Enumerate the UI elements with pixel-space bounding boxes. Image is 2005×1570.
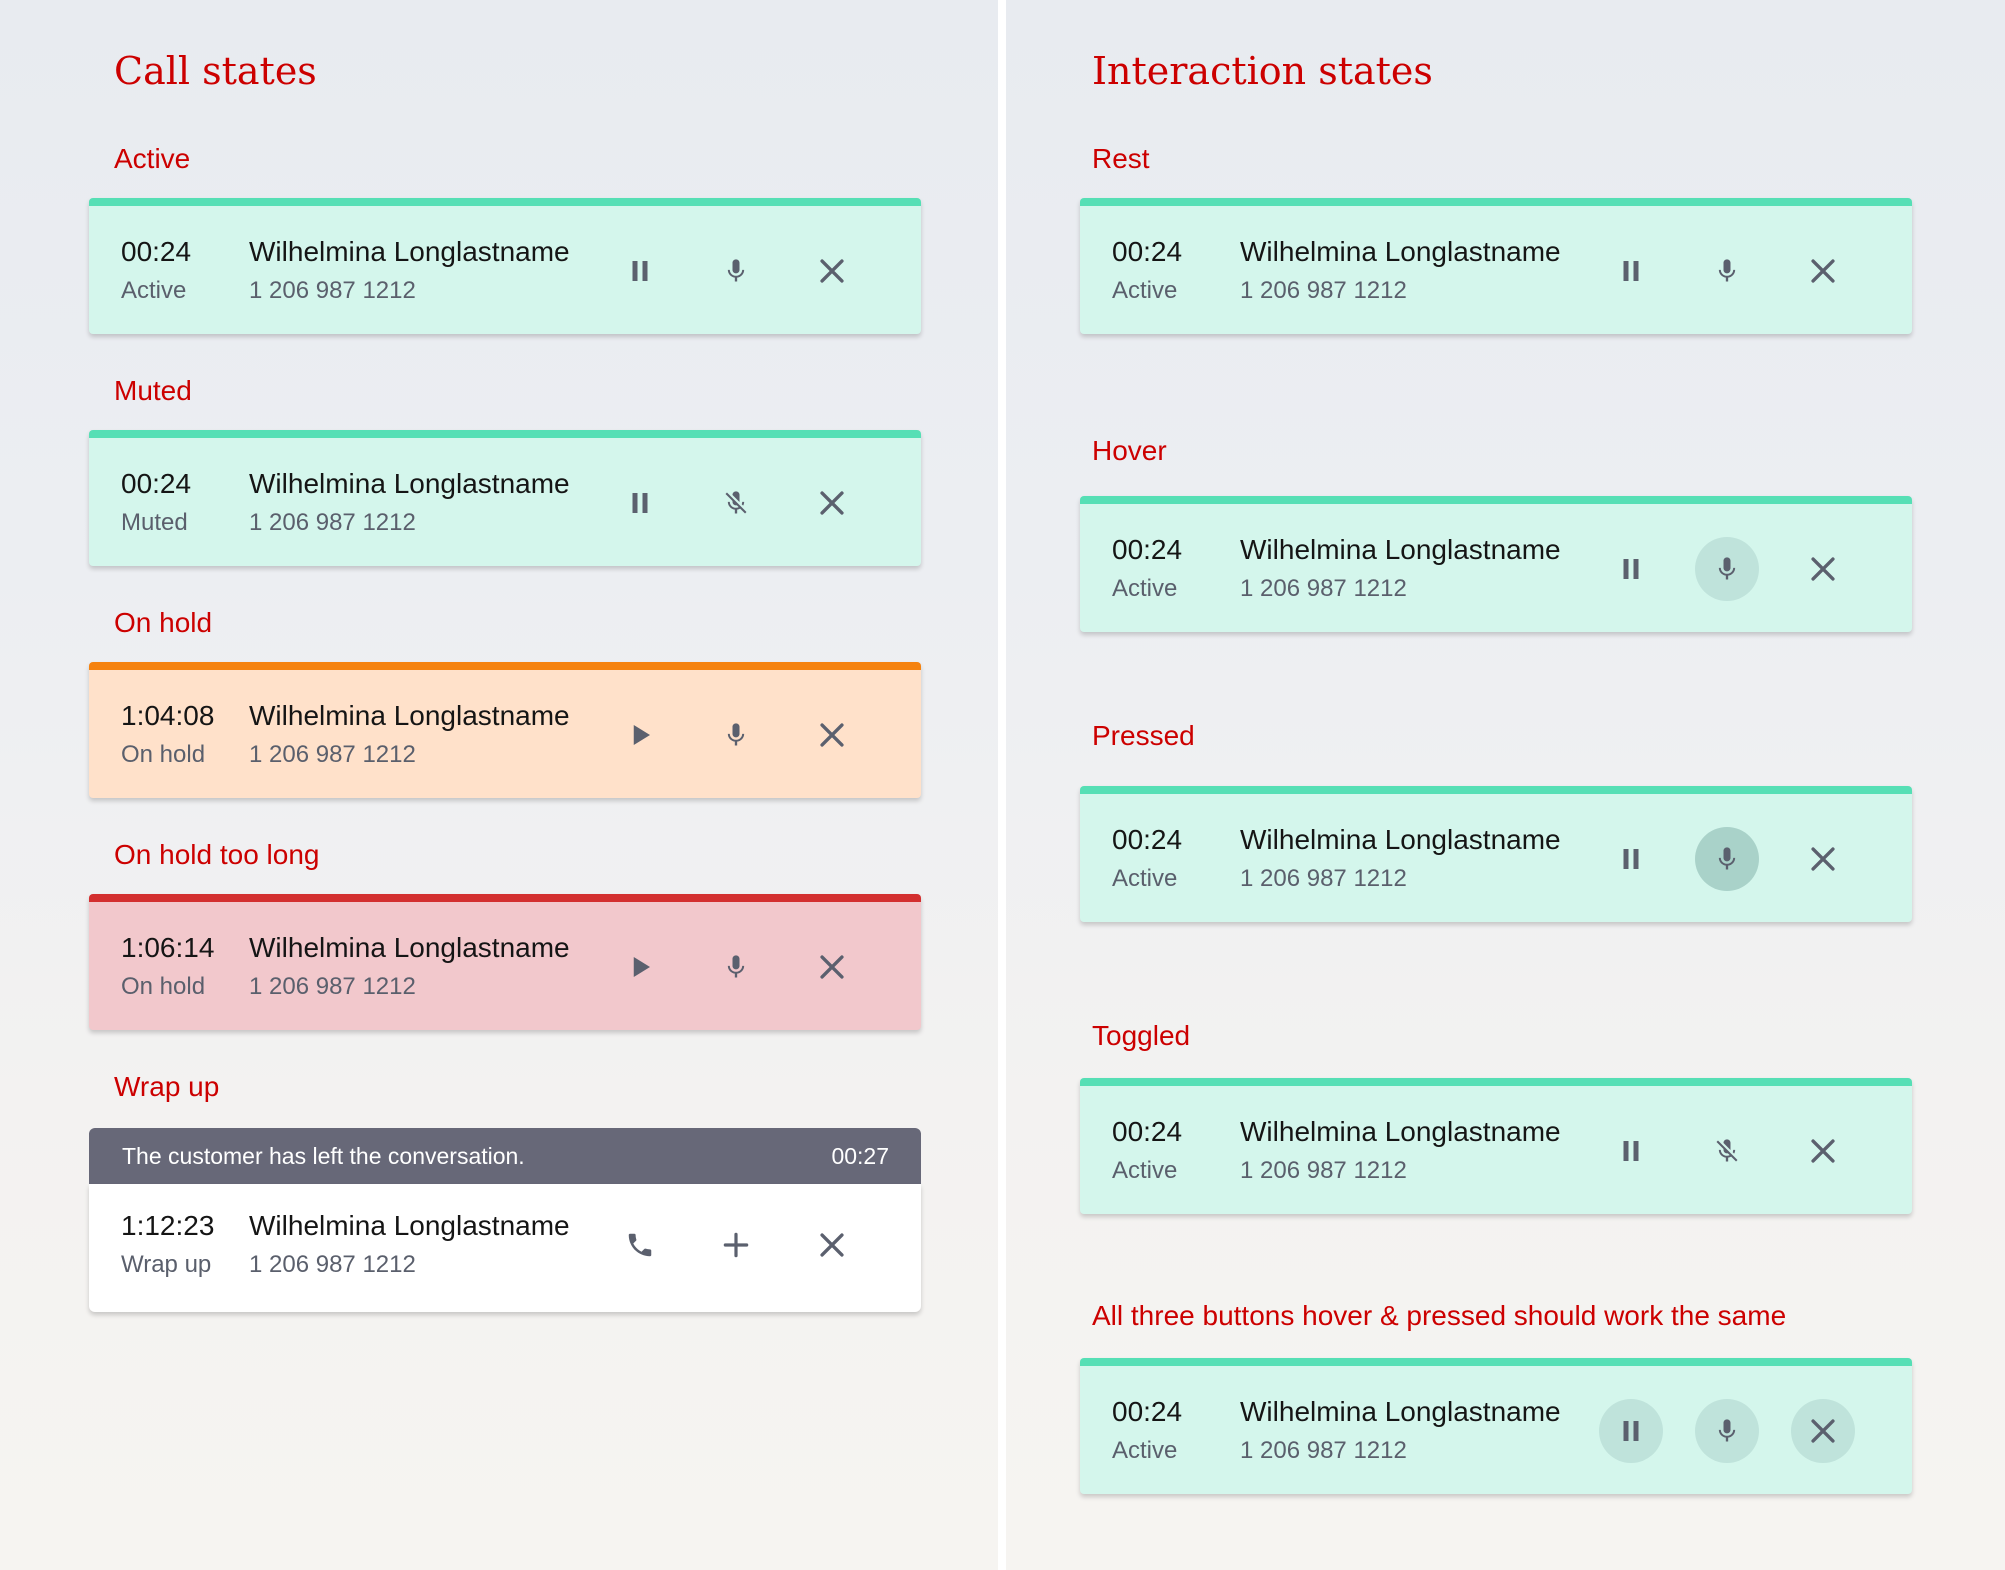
caller-name: Wilhelmina Longlastname [249, 468, 570, 499]
microphone-icon [1713, 845, 1741, 873]
hold-button[interactable] [608, 239, 672, 303]
microphone-icon [722, 721, 750, 749]
caller-name: Wilhelmina Longlastname [1240, 1396, 1561, 1427]
end-call-button[interactable] [1791, 537, 1855, 601]
microphone-muted-icon [722, 489, 750, 517]
end-call-button[interactable] [800, 471, 864, 535]
end-call-button[interactable] [800, 935, 864, 999]
hold-button[interactable] [1599, 537, 1663, 601]
call-status: On hold [121, 973, 206, 1000]
call-timer: 00:24 [1112, 1396, 1183, 1427]
caller-phone: 1 206 987 1212 [249, 1251, 416, 1278]
caller-name: Wilhelmina Longlastname [1240, 236, 1561, 267]
pause-icon [1616, 256, 1646, 286]
plus-icon [720, 1229, 752, 1261]
state-label-active: Active [114, 143, 191, 174]
end-call-button[interactable] [1791, 827, 1855, 891]
close-icon [1806, 842, 1840, 876]
state-label-muted: Muted [114, 375, 192, 406]
banner-message: The customer has left the conversation. [122, 1143, 525, 1169]
close-icon [1806, 254, 1840, 288]
end-call-button[interactable] [800, 239, 864, 303]
unmute-button[interactable] [1695, 1119, 1759, 1183]
caller-phone: 1 206 987 1212 [249, 741, 416, 768]
customer-left-banner [89, 1128, 921, 1184]
caller-phone: 1 206 987 1212 [1240, 575, 1407, 602]
caller-name: Wilhelmina Longlastname [1240, 824, 1561, 855]
state-label-on-hold: On hold [114, 607, 213, 638]
state-label-rest: Rest [1092, 143, 1150, 174]
state-label-toggled: Toggled [1092, 1020, 1191, 1051]
state-label-pressed: Pressed [1092, 720, 1195, 751]
state-label-all-buttons: All three buttons hover & pressed should work the same [1092, 1300, 1787, 1331]
call-card-hover [1080, 496, 1912, 632]
end-call-button[interactable] [1791, 239, 1855, 303]
call-status: Active [1112, 277, 1178, 304]
call-timer: 00:24 [1112, 236, 1183, 267]
mute-button-hover[interactable] [1695, 537, 1759, 601]
call-status: Active [1112, 865, 1178, 892]
call-status: On hold [121, 741, 206, 768]
call-status: Wrap up [121, 1251, 212, 1278]
state-label-on-hold-too-long: On hold too long [114, 839, 320, 870]
call-timer: 1:04:08 [121, 700, 215, 731]
state-label-wrap-up: Wrap up [114, 1071, 220, 1102]
caller-phone: 1 206 987 1212 [1240, 277, 1407, 304]
caller-name: Wilhelmina Longlastname [249, 700, 570, 731]
call-status: Active [1112, 1437, 1178, 1464]
close-icon [815, 1228, 849, 1262]
play-icon [625, 720, 655, 750]
end-call-button[interactable] [800, 703, 864, 767]
call-card-rest [1080, 198, 1912, 334]
caller-phone: 1 206 987 1212 [1240, 865, 1407, 892]
call-card-wrap-up [89, 1184, 921, 1312]
unmute-button[interactable] [704, 471, 768, 535]
microphone-muted-icon [1713, 1137, 1741, 1165]
call-status: Active [1112, 1157, 1178, 1184]
close-icon [815, 486, 849, 520]
call-states-title: Call states [114, 49, 317, 93]
pause-icon [625, 256, 655, 286]
pause-icon [1616, 554, 1646, 584]
call-status: Active [121, 277, 187, 304]
call-card-pressed [1080, 786, 1912, 922]
panel-divider [998, 0, 1006, 1570]
pause-icon [1616, 1136, 1646, 1166]
resume-button[interactable] [608, 935, 672, 999]
hold-button[interactable] [1599, 827, 1663, 891]
pause-icon [1616, 844, 1646, 874]
call-card-active [89, 198, 921, 334]
call-timer: 00:24 [1112, 534, 1183, 565]
phone-icon [625, 1230, 655, 1260]
mute-button[interactable] [1695, 239, 1759, 303]
caller-name: Wilhelmina Longlastname [1240, 1116, 1561, 1147]
end-call-button-hover[interactable] [1791, 1399, 1855, 1463]
caller-phone: 1 206 987 1212 [249, 973, 416, 1000]
close-icon [815, 718, 849, 752]
caller-name: Wilhelmina Longlastname [249, 236, 570, 267]
pause-icon [625, 488, 655, 518]
microphone-icon [1713, 1417, 1741, 1445]
caller-phone: 1 206 987 1212 [249, 277, 416, 304]
mute-button-hover[interactable] [1695, 1399, 1759, 1463]
call-status: Active [1112, 575, 1178, 602]
caller-name: Wilhelmina Longlastname [249, 1210, 570, 1241]
play-icon [625, 952, 655, 982]
call-back-button[interactable] [608, 1213, 672, 1277]
call-timer: 00:24 [1112, 1116, 1183, 1147]
close-button[interactable] [800, 1213, 864, 1277]
pause-icon [1616, 1416, 1646, 1446]
interaction-states-title: Interaction states [1092, 49, 1433, 93]
add-button[interactable] [704, 1213, 768, 1277]
call-card-muted [89, 430, 921, 566]
caller-phone: 1 206 987 1212 [1240, 1437, 1407, 1464]
microphone-icon [722, 953, 750, 981]
hold-button[interactable] [1599, 1119, 1663, 1183]
call-timer: 00:24 [121, 236, 192, 267]
close-icon [815, 254, 849, 288]
end-call-button[interactable] [1791, 1119, 1855, 1183]
microphone-icon [1713, 555, 1741, 583]
caller-name: Wilhelmina Longlastname [249, 932, 570, 963]
caller-phone: 1 206 987 1212 [249, 509, 416, 536]
call-card-toggled [1080, 1078, 1912, 1214]
close-icon [1806, 1134, 1840, 1168]
close-icon [1806, 1414, 1840, 1448]
microphone-icon [722, 257, 750, 285]
hold-button-hover[interactable] [1599, 1399, 1663, 1463]
caller-phone: 1 206 987 1212 [1240, 1157, 1407, 1184]
resume-button[interactable] [608, 703, 672, 767]
mute-button[interactable] [704, 239, 768, 303]
mute-button[interactable] [704, 703, 768, 767]
state-label-hover: Hover [1092, 435, 1167, 466]
call-card-on-hold-too-long [89, 894, 921, 1030]
close-icon [815, 950, 849, 984]
hold-button[interactable] [1599, 239, 1663, 303]
call-timer: 00:24 [121, 468, 192, 499]
call-card-all-buttons-hover [1080, 1358, 1912, 1494]
banner-timer: 00:27 [831, 1143, 889, 1169]
mute-button-pressed[interactable] [1695, 827, 1759, 891]
hold-button[interactable] [608, 471, 672, 535]
call-timer: 00:24 [1112, 824, 1183, 855]
call-status: Muted [121, 509, 188, 536]
call-timer: 1:06:14 [121, 932, 215, 963]
close-icon [1806, 552, 1840, 586]
call-timer: 1:12:23 [121, 1210, 215, 1241]
caller-name: Wilhelmina Longlastname [1240, 534, 1561, 565]
microphone-icon [1713, 257, 1741, 285]
call-card-on-hold [89, 662, 921, 798]
mute-button[interactable] [704, 935, 768, 999]
